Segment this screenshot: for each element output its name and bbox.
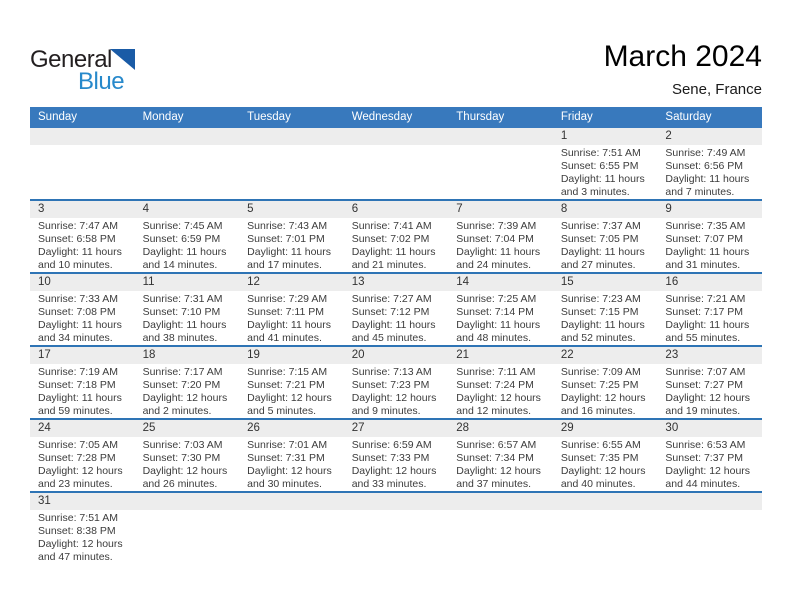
day-info-line: and 2 minutes.	[142, 405, 212, 417]
day-number: 23	[657, 347, 762, 364]
day-info-line: Sunset: 7:21 PM	[247, 379, 325, 391]
day-info-line: Sunrise: 7:15 AM	[247, 366, 328, 378]
day-info-line: Sunset: 7:24 PM	[456, 379, 534, 391]
day-number: 1	[553, 128, 658, 145]
day-info-line: Daylight: 12 hours	[665, 465, 751, 477]
week-row	[30, 420, 762, 493]
day-info-line: Sunrise: 7:29 AM	[247, 293, 328, 305]
day-info-line: and 41 minutes.	[247, 332, 322, 344]
day-sun-info	[344, 145, 449, 147]
day-sun-info	[239, 437, 344, 491]
day-info-line: Sunrise: 7:23 AM	[560, 293, 641, 305]
day-sun-info	[239, 510, 344, 512]
day-info-line: and 44 minutes.	[665, 478, 741, 490]
day-sun-info	[135, 437, 240, 491]
day-info-line: and 19 minutes.	[665, 405, 741, 417]
day-number: 21	[448, 347, 553, 364]
day-sun-info	[135, 364, 240, 418]
day-info-line: and 47 minutes.	[38, 551, 113, 563]
location-subtitle: Sene, France	[671, 80, 762, 98]
day-info-line: Daylight: 11 hours	[560, 173, 645, 185]
day-info-line: Sunset: 6:56 PM	[665, 160, 744, 172]
weekday-header-thursday: Thursday	[456, 111, 505, 123]
empty-day-cell	[30, 128, 135, 199]
day-sun-info	[344, 364, 449, 418]
day-sun-info	[135, 291, 240, 345]
day-info-line: Sunrise: 7:05 AM	[38, 439, 118, 451]
day-number: 6	[344, 201, 449, 218]
empty-day-cell	[344, 493, 449, 564]
weekday-header-monday: Monday	[142, 111, 184, 123]
day-info-line: Sunrise: 7:41 AM	[351, 220, 432, 232]
logo-triangle-icon	[110, 49, 135, 70]
day-info-line: Sunset: 7:08 PM	[38, 306, 116, 318]
day-info-line: Daylight: 12 hours	[560, 392, 646, 404]
day-cell	[448, 347, 553, 418]
day-info-line: Daylight: 11 hours	[351, 246, 436, 258]
day-info-line: Daylight: 11 hours	[560, 246, 645, 258]
day-info-line: Daylight: 11 hours	[456, 246, 541, 258]
day-info-line: Sunrise: 6:57 AM	[456, 439, 537, 451]
day-info-line: Daylight: 12 hours	[247, 465, 332, 477]
day-info-line: Daylight: 11 hours	[38, 246, 122, 258]
day-info-line: and 38 minutes.	[142, 332, 218, 344]
day-info-line: Daylight: 11 hours	[142, 246, 227, 258]
day-cell	[135, 201, 240, 272]
day-info-line: Daylight: 12 hours	[665, 392, 751, 404]
day-info-line: Daylight: 11 hours	[38, 319, 122, 331]
day-cell	[553, 128, 658, 199]
day-cell	[657, 201, 762, 272]
day-cell	[135, 420, 240, 491]
day-number: 17	[30, 347, 135, 364]
day-sun-info	[553, 291, 658, 345]
day-info-line: Sunrise: 7:49 AM	[665, 147, 746, 159]
day-info-line: Daylight: 12 hours	[456, 392, 541, 404]
day-info-line: Sunrise: 7:37 AM	[560, 220, 641, 232]
day-info-line: and 45 minutes.	[351, 332, 427, 344]
page-header	[30, 0, 762, 98]
day-info-line: and 33 minutes.	[351, 478, 427, 490]
day-number: 28	[448, 420, 553, 437]
day-sun-info	[553, 437, 658, 491]
day-info-line: Daylight: 12 hours	[38, 538, 123, 550]
day-info-line: and 34 minutes.	[38, 332, 113, 344]
week-row	[30, 493, 762, 564]
day-info-line: Sunset: 7:07 PM	[665, 233, 744, 245]
day-info-line: Sunset: 7:02 PM	[351, 233, 430, 245]
day-sun-info	[657, 218, 762, 272]
day-sun-info	[448, 437, 553, 491]
day-info-line: Sunrise: 7:43 AM	[247, 220, 328, 232]
day-info-line: Daylight: 12 hours	[351, 392, 437, 404]
day-cell	[448, 201, 553, 272]
day-number	[448, 493, 553, 510]
day-info-line: Daylight: 12 hours	[38, 465, 123, 477]
day-cell	[344, 420, 449, 491]
empty-day-cell	[553, 493, 658, 564]
day-info-line: Sunset: 7:18 PM	[38, 379, 116, 391]
day-sun-info	[30, 510, 135, 564]
day-number: 8	[553, 201, 658, 218]
day-sun-info	[553, 364, 658, 418]
day-sun-info	[448, 291, 553, 345]
day-info-line: Sunrise: 6:59 AM	[351, 439, 432, 451]
day-info-line: Daylight: 12 hours	[351, 465, 437, 477]
day-number: 13	[344, 274, 449, 291]
day-info-line: Daylight: 11 hours	[560, 319, 645, 331]
day-info-line: Sunrise: 7:47 AM	[38, 220, 118, 232]
day-info-line: Sunset: 7:15 PM	[560, 306, 639, 318]
day-sun-info	[344, 437, 449, 491]
empty-day-cell	[448, 128, 553, 199]
day-info-line: and 26 minutes.	[142, 478, 218, 490]
day-info-line: Sunset: 7:37 PM	[665, 452, 744, 464]
day-number: 10	[30, 274, 135, 291]
day-info-line: and 23 minutes.	[38, 478, 113, 490]
day-info-line: Sunset: 7:05 PM	[560, 233, 639, 245]
day-info-line: and 52 minutes.	[560, 332, 636, 344]
day-info-line: Daylight: 11 hours	[142, 319, 227, 331]
day-info-line: and 17 minutes.	[247, 259, 322, 271]
day-cell	[553, 201, 658, 272]
day-info-line: Sunset: 7:11 PM	[247, 306, 324, 318]
day-info-line: Sunset: 7:01 PM	[247, 233, 325, 245]
page-title: March 2024	[603, 40, 762, 73]
day-sun-info	[30, 218, 135, 272]
day-number	[553, 493, 658, 510]
day-number: 24	[30, 420, 135, 437]
day-number	[239, 493, 344, 510]
day-info-line: Sunset: 7:27 PM	[665, 379, 744, 391]
weekday-header-tuesday: Tuesday	[247, 111, 291, 123]
day-sun-info	[553, 510, 658, 512]
day-number	[135, 128, 240, 145]
calendar-grid	[30, 107, 762, 564]
day-info-line: and 24 minutes.	[456, 259, 531, 271]
day-cell	[553, 347, 658, 418]
day-cell	[135, 347, 240, 418]
day-info-line: Sunrise: 7:45 AM	[142, 220, 223, 232]
day-info-line: Daylight: 11 hours	[456, 319, 541, 331]
day-info-line: Sunset: 7:23 PM	[351, 379, 430, 391]
day-info-line: Daylight: 11 hours	[351, 319, 436, 331]
day-number: 9	[657, 201, 762, 218]
day-cell	[135, 274, 240, 345]
week-row	[30, 201, 762, 274]
day-cell	[553, 274, 658, 345]
day-info-line: Sunset: 6:55 PM	[560, 160, 639, 172]
day-number	[30, 128, 135, 145]
day-cell	[239, 201, 344, 272]
day-number: 7	[448, 201, 553, 218]
day-number: 19	[239, 347, 344, 364]
day-number: 30	[657, 420, 762, 437]
day-info-line: Daylight: 12 hours	[142, 392, 228, 404]
day-sun-info	[448, 364, 553, 418]
day-info-line: Sunset: 6:59 PM	[142, 233, 221, 245]
day-cell	[657, 274, 762, 345]
day-number: 31	[30, 493, 135, 510]
day-sun-info	[30, 145, 135, 147]
day-info-line: Sunset: 8:38 PM	[38, 525, 116, 537]
day-info-line: Sunset: 7:17 PM	[665, 306, 744, 318]
day-info-line: and 10 minutes.	[38, 259, 113, 271]
day-info-line: Sunset: 7:35 PM	[560, 452, 639, 464]
day-info-line: Daylight: 12 hours	[560, 465, 646, 477]
day-number: 25	[135, 420, 240, 437]
day-info-line: Daylight: 12 hours	[247, 392, 332, 404]
day-sun-info	[239, 145, 344, 147]
day-info-line: and 14 minutes.	[142, 259, 218, 271]
day-info-line: Sunrise: 7:39 AM	[456, 220, 537, 232]
day-info-line: Daylight: 11 hours	[665, 246, 750, 258]
title-block	[604, 40, 762, 98]
day-info-line: Sunrise: 6:53 AM	[665, 439, 746, 451]
day-sun-info	[344, 218, 449, 272]
day-info-line: and 31 minutes.	[665, 259, 741, 271]
week-row	[30, 347, 762, 420]
day-sun-info	[344, 291, 449, 345]
day-sun-info	[30, 291, 135, 345]
day-cell	[344, 347, 449, 418]
week-row	[30, 128, 762, 201]
day-cell	[30, 420, 135, 491]
day-info-line: and 55 minutes.	[665, 332, 741, 344]
day-number	[135, 493, 240, 510]
day-info-line: Sunrise: 7:19 AM	[38, 366, 118, 378]
day-info-line: Sunrise: 7:17 AM	[142, 366, 223, 378]
day-info-line: and 3 minutes.	[560, 186, 630, 198]
day-info-line: Daylight: 11 hours	[247, 319, 331, 331]
general-blue-logo	[30, 46, 150, 98]
day-cell	[30, 493, 135, 564]
day-cell	[344, 274, 449, 345]
day-cell	[448, 420, 553, 491]
day-info-line: Sunset: 7:04 PM	[456, 233, 534, 245]
day-info-line: and 16 minutes.	[560, 405, 636, 417]
day-number	[657, 493, 762, 510]
day-number: 27	[344, 420, 449, 437]
day-cell	[239, 420, 344, 491]
day-info-line: Sunset: 7:33 PM	[351, 452, 430, 464]
day-info-line: Sunset: 7:30 PM	[142, 452, 221, 464]
day-sun-info	[239, 364, 344, 418]
weekday-header-row	[30, 107, 762, 128]
day-number: 16	[657, 274, 762, 291]
day-info-line: Sunrise: 7:51 AM	[560, 147, 641, 159]
day-cell	[657, 420, 762, 491]
day-info-line: Daylight: 11 hours	[665, 173, 750, 185]
day-info-line: Sunset: 7:20 PM	[142, 379, 221, 391]
weekday-header-wednesday: Wednesday	[351, 111, 413, 123]
empty-day-cell	[239, 493, 344, 564]
day-sun-info	[239, 218, 344, 272]
day-info-line: Sunset: 7:28 PM	[38, 452, 116, 464]
day-number: 2	[657, 128, 762, 145]
day-info-line: Sunrise: 7:07 AM	[665, 366, 746, 378]
day-number: 3	[30, 201, 135, 218]
day-info-line: Sunrise: 6:55 AM	[560, 439, 641, 451]
day-sun-info	[30, 437, 135, 491]
day-cell	[553, 420, 658, 491]
day-sun-info	[657, 437, 762, 491]
day-cell	[448, 274, 553, 345]
day-info-line: Sunset: 7:14 PM	[456, 306, 534, 318]
day-info-line: Sunrise: 7:21 AM	[665, 293, 746, 305]
day-number: 12	[239, 274, 344, 291]
day-number: 18	[135, 347, 240, 364]
day-info-line: Sunset: 7:10 PM	[142, 306, 221, 318]
day-number: 22	[553, 347, 658, 364]
day-sun-info	[553, 145, 658, 199]
empty-day-cell	[448, 493, 553, 564]
day-number: 4	[135, 201, 240, 218]
day-cell	[239, 347, 344, 418]
day-info-line: and 59 minutes.	[38, 405, 113, 417]
day-number: 20	[344, 347, 449, 364]
day-info-line: Sunrise: 7:35 AM	[665, 220, 746, 232]
day-info-line: Sunrise: 7:27 AM	[351, 293, 432, 305]
day-info-line: Sunrise: 7:13 AM	[351, 366, 432, 378]
day-cell	[344, 201, 449, 272]
day-info-line: and 7 minutes.	[665, 186, 735, 198]
day-number	[448, 128, 553, 145]
empty-day-cell	[239, 128, 344, 199]
day-cell	[30, 201, 135, 272]
day-cell	[239, 274, 344, 345]
day-number: 11	[135, 274, 240, 291]
day-number	[344, 493, 449, 510]
day-info-line: Sunrise: 7:51 AM	[38, 512, 118, 524]
day-sun-info	[448, 218, 553, 272]
day-sun-info	[657, 291, 762, 345]
day-sun-info	[30, 364, 135, 418]
day-sun-info	[657, 510, 762, 512]
day-info-line: Daylight: 11 hours	[665, 319, 750, 331]
day-cell	[657, 347, 762, 418]
day-sun-info	[657, 364, 762, 418]
empty-day-cell	[135, 493, 240, 564]
day-info-line: Sunset: 7:12 PM	[351, 306, 430, 318]
day-info-line: and 12 minutes.	[456, 405, 531, 417]
day-info-line: Sunrise: 7:33 AM	[38, 293, 118, 305]
weekday-header-saturday: Saturday	[665, 111, 712, 123]
day-sun-info	[657, 145, 762, 199]
day-info-line: Sunset: 7:25 PM	[560, 379, 639, 391]
logo-text-blue: Blue	[78, 68, 125, 95]
day-info-line: and 40 minutes.	[560, 478, 636, 490]
day-sun-info	[135, 218, 240, 272]
day-sun-info	[448, 510, 553, 512]
day-number: 29	[553, 420, 658, 437]
day-sun-info	[448, 145, 553, 147]
day-sun-info	[239, 291, 344, 345]
day-number: 5	[239, 201, 344, 218]
day-info-line: Sunrise: 7:11 AM	[456, 366, 536, 378]
day-cell	[30, 274, 135, 345]
week-row	[30, 274, 762, 347]
day-info-line: and 37 minutes.	[456, 478, 531, 490]
empty-day-cell	[657, 493, 762, 564]
day-info-line: and 48 minutes.	[456, 332, 531, 344]
day-info-line: and 5 minutes.	[247, 405, 317, 417]
day-number	[344, 128, 449, 145]
day-info-line: Daylight: 12 hours	[456, 465, 541, 477]
day-info-line: Sunrise: 7:03 AM	[142, 439, 223, 451]
day-info-line: Daylight: 12 hours	[142, 465, 228, 477]
day-info-line: Sunrise: 7:25 AM	[456, 293, 537, 305]
day-info-line: Sunset: 6:58 PM	[38, 233, 116, 245]
day-info-line: and 27 minutes.	[560, 259, 636, 271]
day-info-line: Sunset: 7:31 PM	[247, 452, 325, 464]
logo-text-general: General	[30, 46, 112, 73]
day-info-line: Sunrise: 7:01 AM	[247, 439, 328, 451]
weekday-header-friday: Friday	[560, 111, 593, 123]
weekday-header-sunday: Sunday	[38, 111, 78, 123]
empty-day-cell	[344, 128, 449, 199]
empty-day-cell	[135, 128, 240, 199]
day-info-line: Sunset: 7:34 PM	[456, 452, 534, 464]
day-info-line: Sunrise: 7:31 AM	[142, 293, 223, 305]
day-number: 14	[448, 274, 553, 291]
day-sun-info	[553, 218, 658, 272]
day-info-line: and 21 minutes.	[351, 259, 427, 271]
day-info-line: Sunrise: 7:09 AM	[560, 366, 641, 378]
day-number: 15	[553, 274, 658, 291]
day-number: 26	[239, 420, 344, 437]
day-cell	[30, 347, 135, 418]
day-sun-info	[344, 510, 449, 512]
day-number	[239, 128, 344, 145]
day-info-line: and 30 minutes.	[247, 478, 322, 490]
day-info-line: and 9 minutes.	[351, 405, 421, 417]
day-cell	[657, 128, 762, 199]
day-info-line: Daylight: 11 hours	[247, 246, 331, 258]
day-sun-info	[135, 510, 240, 512]
day-info-line: Daylight: 11 hours	[38, 392, 122, 404]
calendar-weeks	[30, 128, 762, 564]
day-sun-info	[135, 145, 240, 147]
